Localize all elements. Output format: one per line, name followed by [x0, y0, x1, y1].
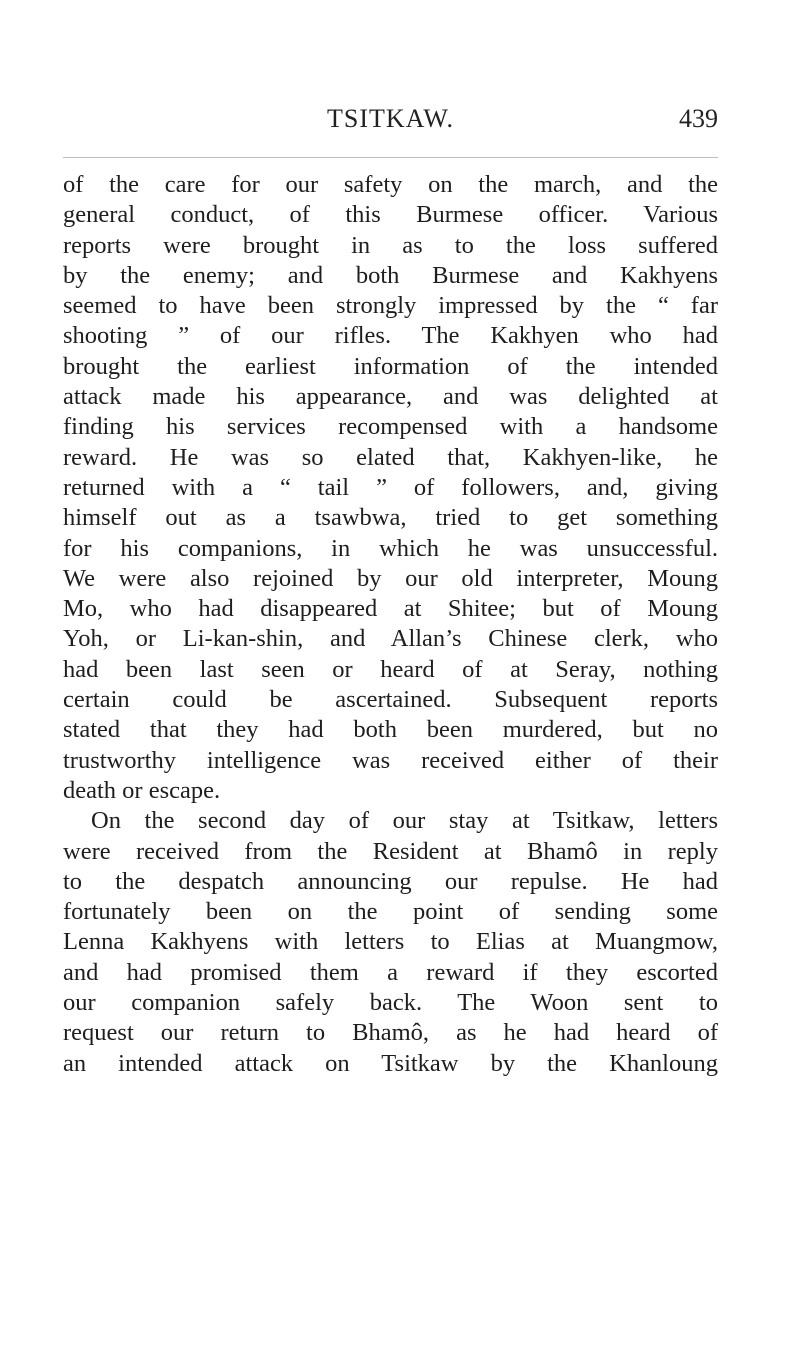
text-line-paragraph-start: On the second day of our stay at Tsitkaw, letters: [91, 807, 718, 835]
text-line: himself out as a tsawbwa, tried to get something: [63, 504, 718, 532]
text-line: shooting ” of our rifles. The Kakhyen who had: [63, 322, 718, 350]
text-line: stated that they had both been murdered, but no: [63, 716, 718, 744]
text-line: reward. He was so elated that, Kakhyen-like, he: [63, 443, 718, 471]
text-line: attack made his appearance, and was delighted at: [63, 383, 718, 411]
text-line: Lenna Kakhyens with letters to Elias at Muangmow,: [63, 928, 718, 956]
text-line: were received from the Resident at Bhamô in reply: [63, 837, 718, 865]
text-line: We were also rejoined by our old interpreter, Moung: [63, 564, 718, 592]
text-line: by the enemy; and both Burmese and Kakhyens: [63, 261, 718, 289]
text-line: to the despatch announcing our repulse. He had: [63, 867, 718, 895]
text-line: and had promised them a reward if they escorted: [63, 958, 718, 986]
text-line: seemed to have been strongly impressed by the “ far: [63, 292, 718, 320]
text-line: had been last seen or heard of at Seray, nothing: [63, 655, 718, 683]
text-line: brought the earliest information of the intended: [63, 352, 718, 380]
text-line: our companion safely back. The Woon sent to: [63, 989, 718, 1017]
text-line: an intended attack on Tsitkaw by the Khanloung: [63, 1049, 718, 1077]
text-line: finding his services recompensed with a handsome: [63, 413, 718, 441]
body-text: [63, 170, 718, 1079]
text-line: general conduct, of this Burmese officer. Various: [63, 201, 718, 229]
text-line-paragraph-end: death or escape.: [63, 776, 221, 804]
header-rule: [63, 157, 718, 158]
text-line: reports were brought in as to the loss suffered: [63, 231, 718, 259]
text-line: fortunately been on the point of sending some: [63, 898, 718, 926]
running-head: [63, 104, 718, 144]
running-title: TSITKAW.: [326, 104, 454, 133]
text-line: trustworthy intelligence was received either of their: [63, 746, 718, 774]
text-line: Mo, who had disappeared at Shitee; but of Moung: [63, 595, 718, 623]
text-line: request our return to Bhamô, as he had heard of: [63, 1019, 718, 1047]
text-line: returned with a “ tail ” of followers, and, giving: [63, 473, 718, 501]
text-line: certain could be ascertained. Subsequent reports: [63, 686, 718, 714]
page-number: 439: [679, 104, 718, 133]
text-line: Yoh, or Li-kan-shin, and Allan’s Chinese clerk, who: [63, 625, 718, 653]
text-line: of the care for our safety on the march, and the: [63, 171, 718, 198]
text-line: for his companions, in which he was unsuccessful.: [63, 534, 718, 562]
